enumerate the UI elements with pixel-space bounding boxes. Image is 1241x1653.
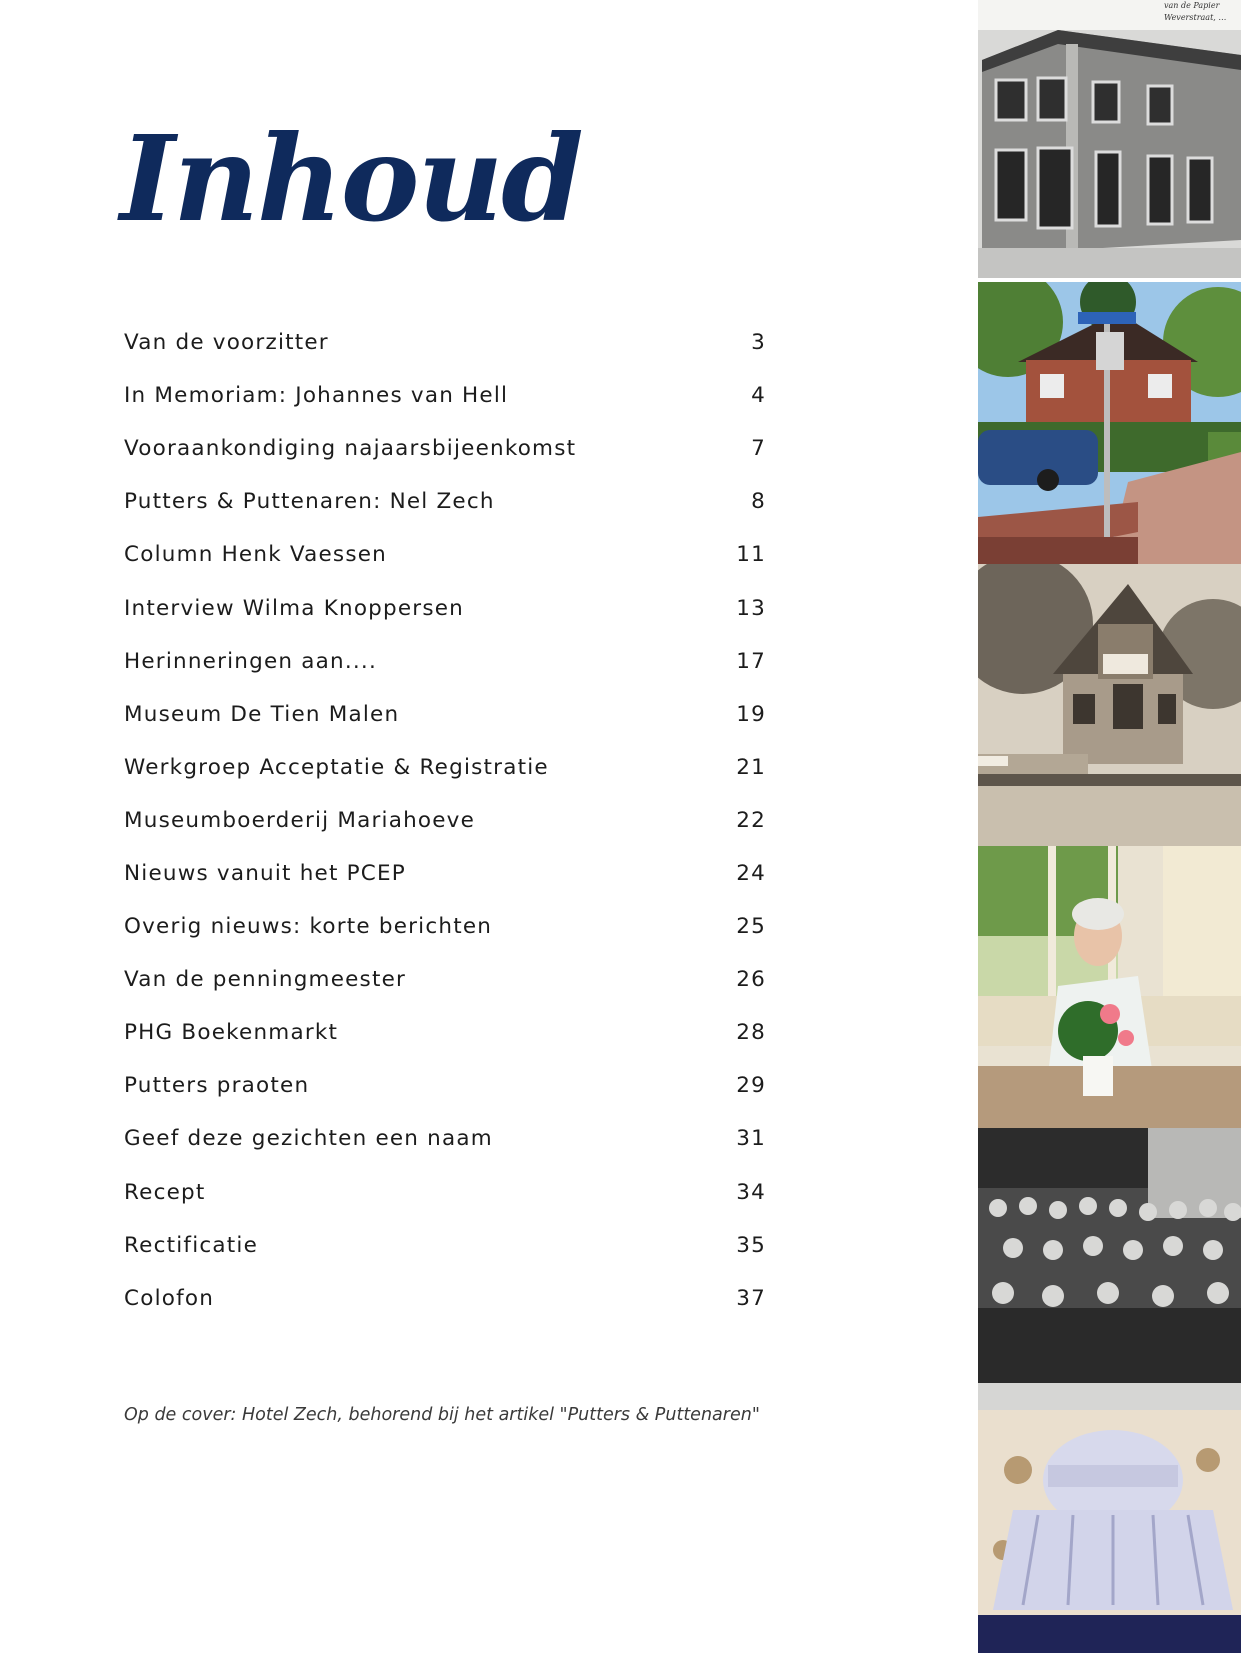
toc-entry[interactable] — [124, 1272, 766, 1325]
toc-entry[interactable] — [124, 900, 766, 953]
toc-entry[interactable] — [124, 1166, 766, 1219]
photo-woman-with-geranium — [978, 846, 1241, 1128]
toc-entry-page-number: 3 — [751, 330, 766, 356]
toc-entry[interactable] — [124, 316, 766, 369]
toc-entry[interactable] — [124, 422, 766, 475]
toc-entry-page-number: 25 — [736, 914, 766, 940]
toc-entry-page-number: 7 — [751, 436, 766, 462]
toc-entry-title: Putters praoten — [124, 1073, 310, 1099]
toc-entry-title: Vooraankondiging najaarsbijeenkomst — [124, 436, 577, 462]
page-title: Inhoud — [120, 109, 582, 248]
photo-strip — [978, 0, 1241, 1653]
toc-entry-title: Herinneringen aan.... — [124, 648, 377, 674]
toc-entry-page-number: 22 — [736, 807, 766, 833]
toc-entry-page-number: 19 — [736, 701, 766, 727]
toc-entry-page-number: 28 — [736, 1020, 766, 1046]
toc-entry[interactable] — [124, 953, 766, 1006]
toc-entry-title: Geef deze gezichten een naam — [124, 1126, 493, 1152]
photo-historic-corner-building — [978, 0, 1241, 278]
toc-entry[interactable] — [124, 528, 766, 581]
toc-entry-page-number: 29 — [736, 1073, 766, 1099]
toc-entry[interactable] — [124, 369, 766, 422]
toc-entry-title: In Memoriam: Johannes van Hell — [124, 383, 509, 409]
toc-entry[interactable] — [124, 1112, 766, 1165]
toc-entry[interactable] — [124, 635, 766, 688]
toc-entry-page-number: 31 — [736, 1126, 766, 1152]
clipping-text-2: Weverstraat, … — [1164, 13, 1227, 22]
toc-entry-title: Museum De Tien Malen — [124, 701, 400, 727]
toc-entry-title: Werkgroep Acceptatie & Registratie — [124, 754, 549, 780]
toc-entry[interactable] — [124, 1219, 766, 1272]
photo-sepia-villa — [978, 564, 1241, 846]
toc-entry[interactable] — [124, 475, 766, 528]
toc-entry-title: Colofon — [124, 1285, 215, 1311]
toc-entry-title: Museumboerderij Mariahoeve — [124, 807, 476, 833]
toc-entry-title: Column Henk Vaessen — [124, 542, 387, 568]
toc-entry-title: Rectificatie — [124, 1232, 258, 1258]
toc-entry-title: Van de penningmeester — [124, 967, 407, 993]
toc-entry-page-number: 21 — [736, 754, 766, 780]
toc-entry-page-number: 34 — [736, 1179, 766, 1205]
toc-entry-title: Van de voorzitter — [124, 330, 329, 356]
toc-entry-page-number: 37 — [736, 1285, 766, 1311]
toc-entry-title: Nieuws vanuit het PCEP — [124, 860, 406, 886]
toc-entry[interactable] — [124, 688, 766, 741]
toc-entry-page-number: 26 — [736, 967, 766, 993]
toc-entry-page-number: 17 — [736, 648, 766, 674]
toc-entry-title: Interview Wilma Knoppersen — [124, 595, 464, 621]
toc-entry[interactable] — [124, 1059, 766, 1112]
toc-entry-title: Putters & Puttenaren: Nel Zech — [124, 489, 495, 515]
toc-entry-page-number: 4 — [751, 383, 766, 409]
toc-entry-title: PHG Boekenmarkt — [124, 1020, 339, 1046]
toc-entry-title: Recept — [124, 1179, 206, 1205]
photo-group-portrait — [978, 1128, 1241, 1410]
toc-entry-page-number: 11 — [736, 542, 766, 568]
toc-entry-page-number: 24 — [736, 860, 766, 886]
photo-lace-bonnet — [978, 1410, 1241, 1653]
toc-entry[interactable] — [124, 1006, 766, 1059]
toc-entry-page-number: 8 — [751, 489, 766, 515]
cover-caption: Op de cover: Hotel Zech, behorend bij het artikel "Putters & Puttenaren" — [124, 1405, 760, 1425]
toc-entry[interactable] — [124, 741, 766, 794]
toc-entry-page-number: 13 — [736, 595, 766, 621]
toc-entry-page-number: 35 — [736, 1232, 766, 1258]
photo-modern-house-street-sign — [978, 282, 1241, 564]
toc-entry[interactable] — [124, 847, 766, 900]
toc-entry-title: Overig nieuws: korte berichten — [124, 914, 493, 940]
toc-entry[interactable] — [124, 581, 766, 634]
clipping-text-1: van de Papier — [1164, 1, 1220, 10]
table-of-contents — [124, 316, 766, 1325]
toc-entry[interactable] — [124, 794, 766, 847]
